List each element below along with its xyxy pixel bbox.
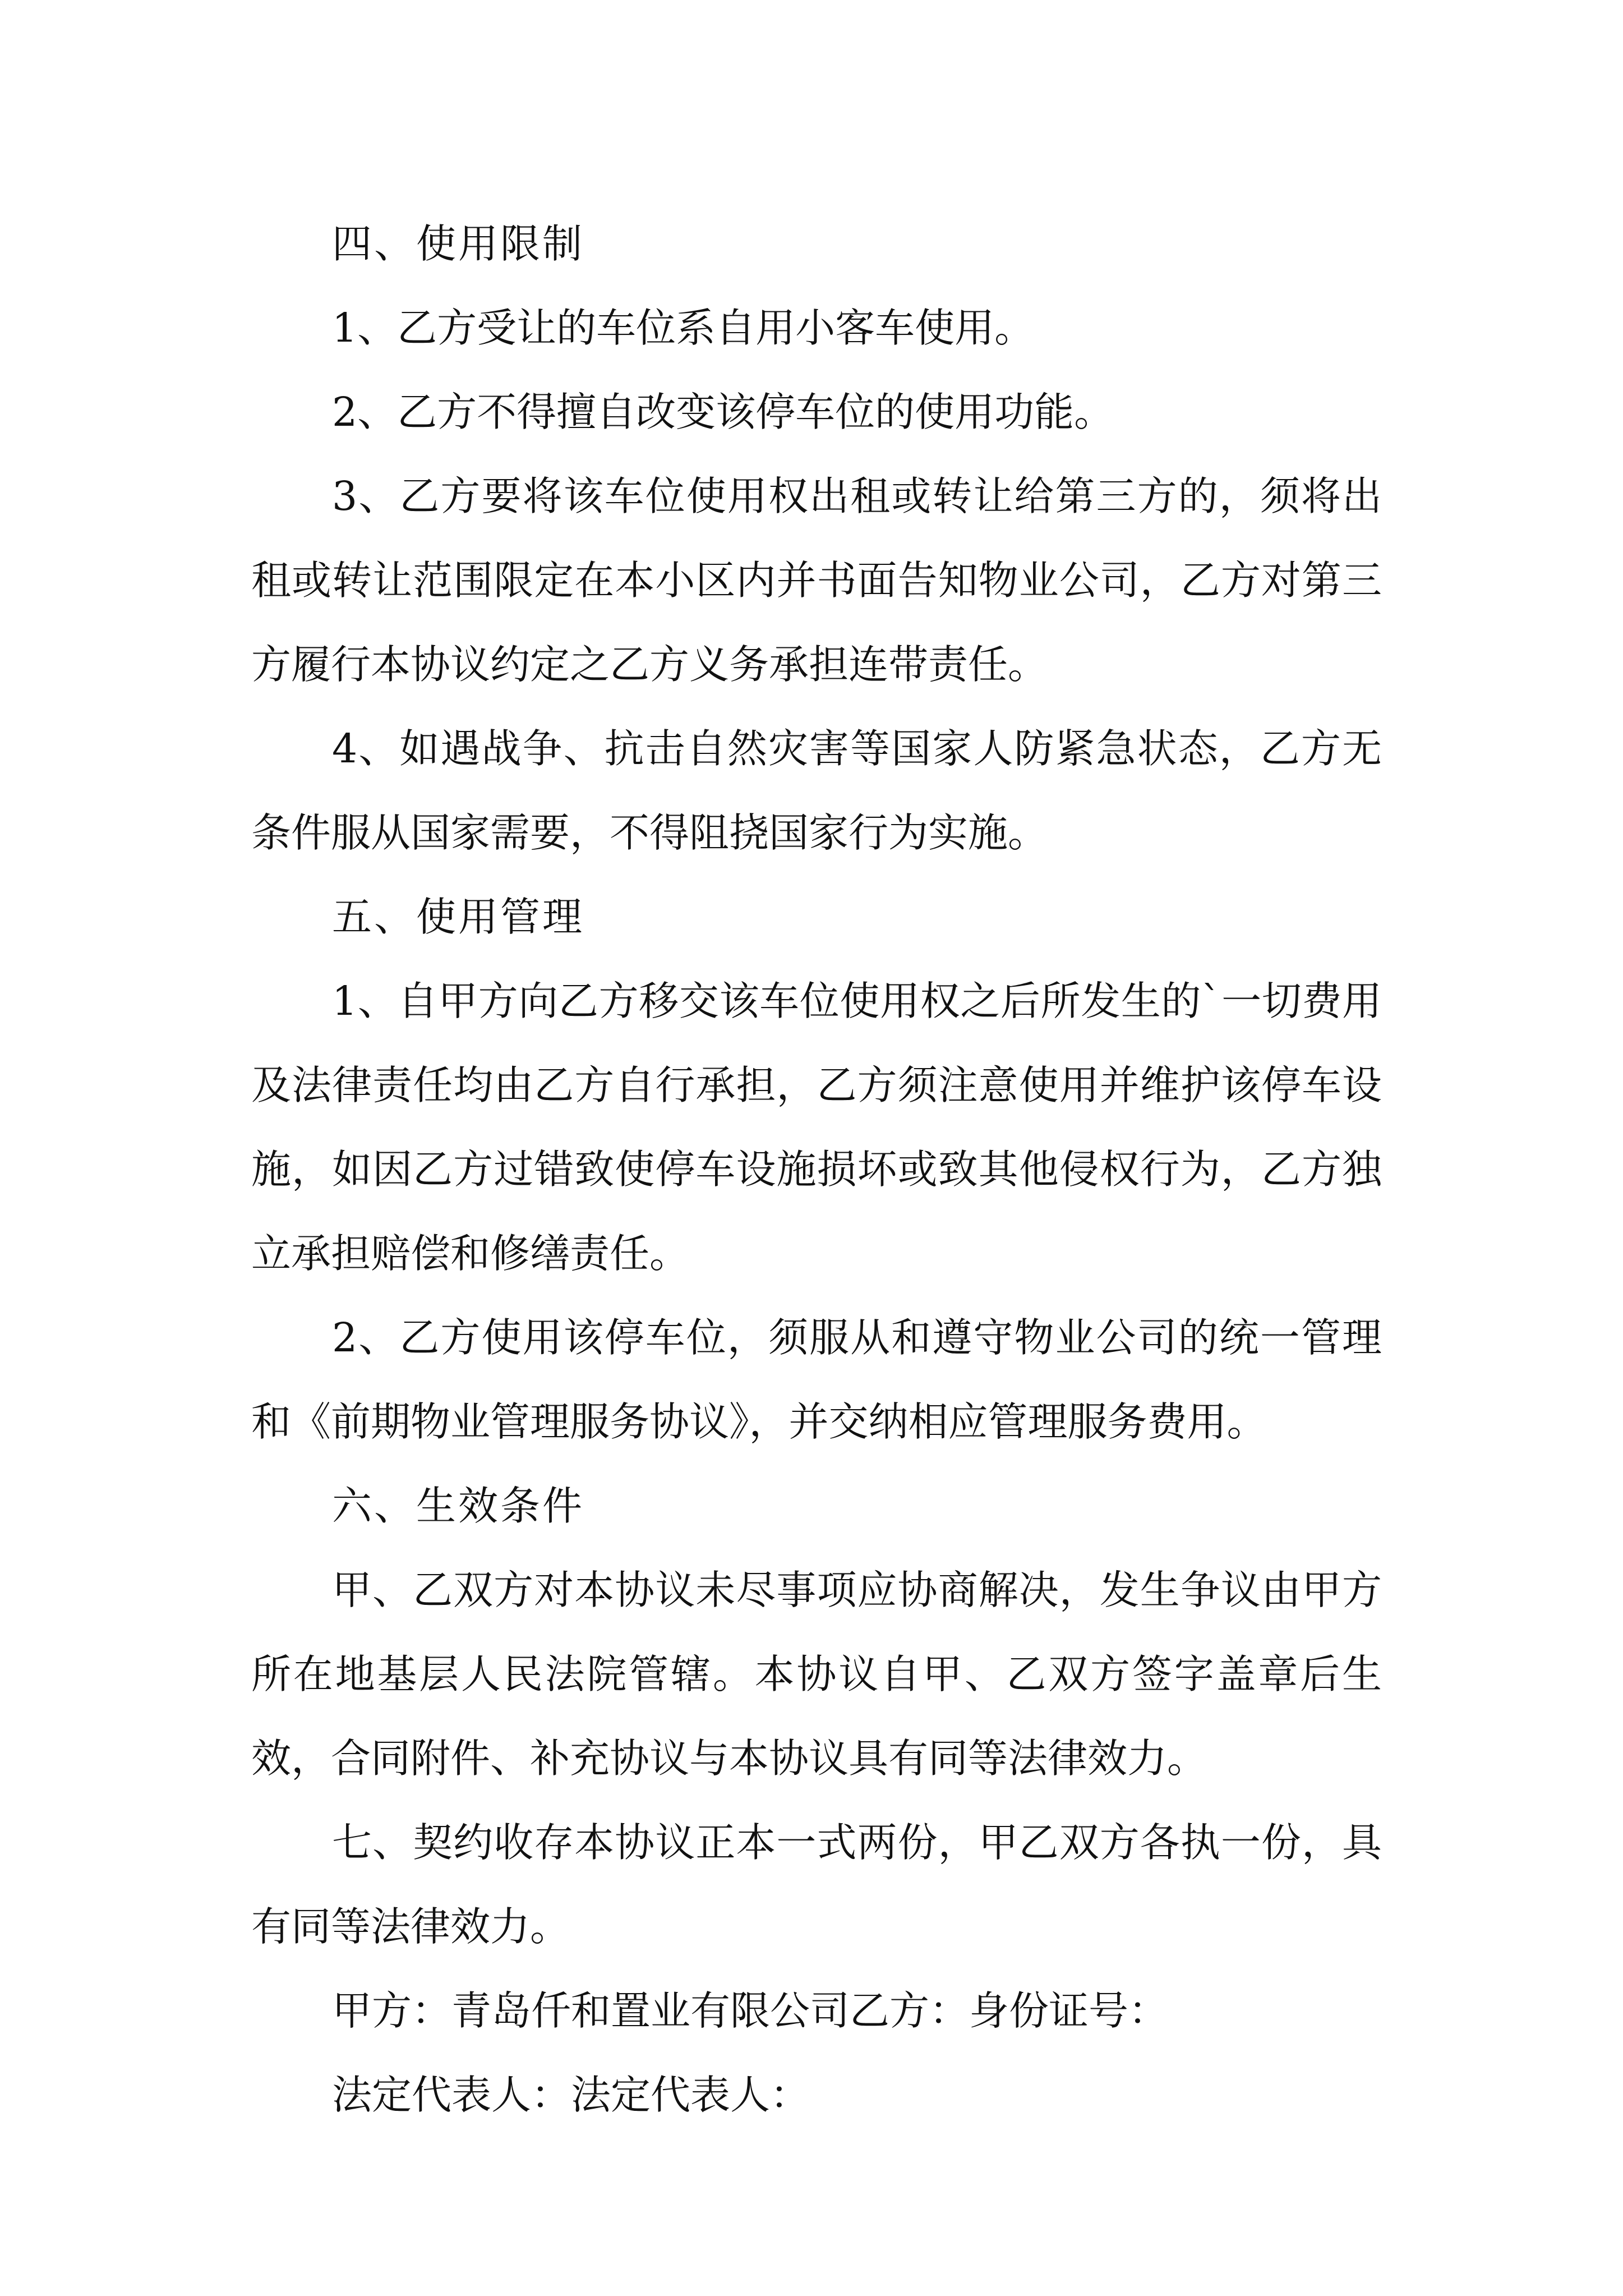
section-heading-usage-management: 五、使用管理 xyxy=(332,894,585,940)
section-heading-usage-restrictions: 四、使用限制 xyxy=(332,220,585,267)
clause-6-1: 甲、乙双方对本协议未尽事项应协商解决，发生争议由甲方所在地基层人民法院管辖。本协议自甲、乙双方签字盖章后生效，合同附件、补充协议与本协议具有同等法律效力。 xyxy=(251,1567,1382,1782)
section-heading-effective-conditions: 六、生效条件 xyxy=(332,1483,585,1529)
clause-4-2: 2、乙方不得擅自改变该停车位的使用功能。 xyxy=(332,389,1114,435)
clause-5-2: 2、乙方使用该停车位，须服从和遵守物业公司的统一管理和《前期物业管理服务协议》，并交纳相应管理服务费用。 xyxy=(251,1314,1382,1445)
clause-4-4: 4、如遇战争、抗击自然灾害等国家人防紧急状态，乙方无条件服从国家需要，不得阻挠国家行为实施。 xyxy=(251,725,1382,856)
clause-4-1: 1、乙方受让的车位系自用小客车使用。 xyxy=(332,305,1035,351)
signature-party-line: 甲方：青岛仟和置业有限公司乙方：身份证号： xyxy=(332,1987,1169,2034)
clause-5-1: 1、自甲方向乙方移交该车位使用权之后所发生的`一切费用及法律责任均由乙方自行承担，乙方须注意使用并维护该停车设施，如因乙方过错致使停车设施损坏或致其他侵权行为，乙方独立承担赔偿和修缮责任。 xyxy=(251,978,1382,1277)
clause-4-3: 3、乙方要将该车位使用权出租或转让给第三方的，须将出租或转让范围限定在本小区内并书面告知物业公司，乙方对第三方履行本协议约定之乙方义务承担连带责任。 xyxy=(251,473,1382,688)
clause-7: 七、契约收存本协议正本一式两份，甲乙双方各执一份，具有同等法律效力。 xyxy=(251,1819,1382,1950)
document-body xyxy=(251,202,1382,2137)
signature-representative-line: 法定代表人：法定代表人： xyxy=(332,2072,810,2118)
